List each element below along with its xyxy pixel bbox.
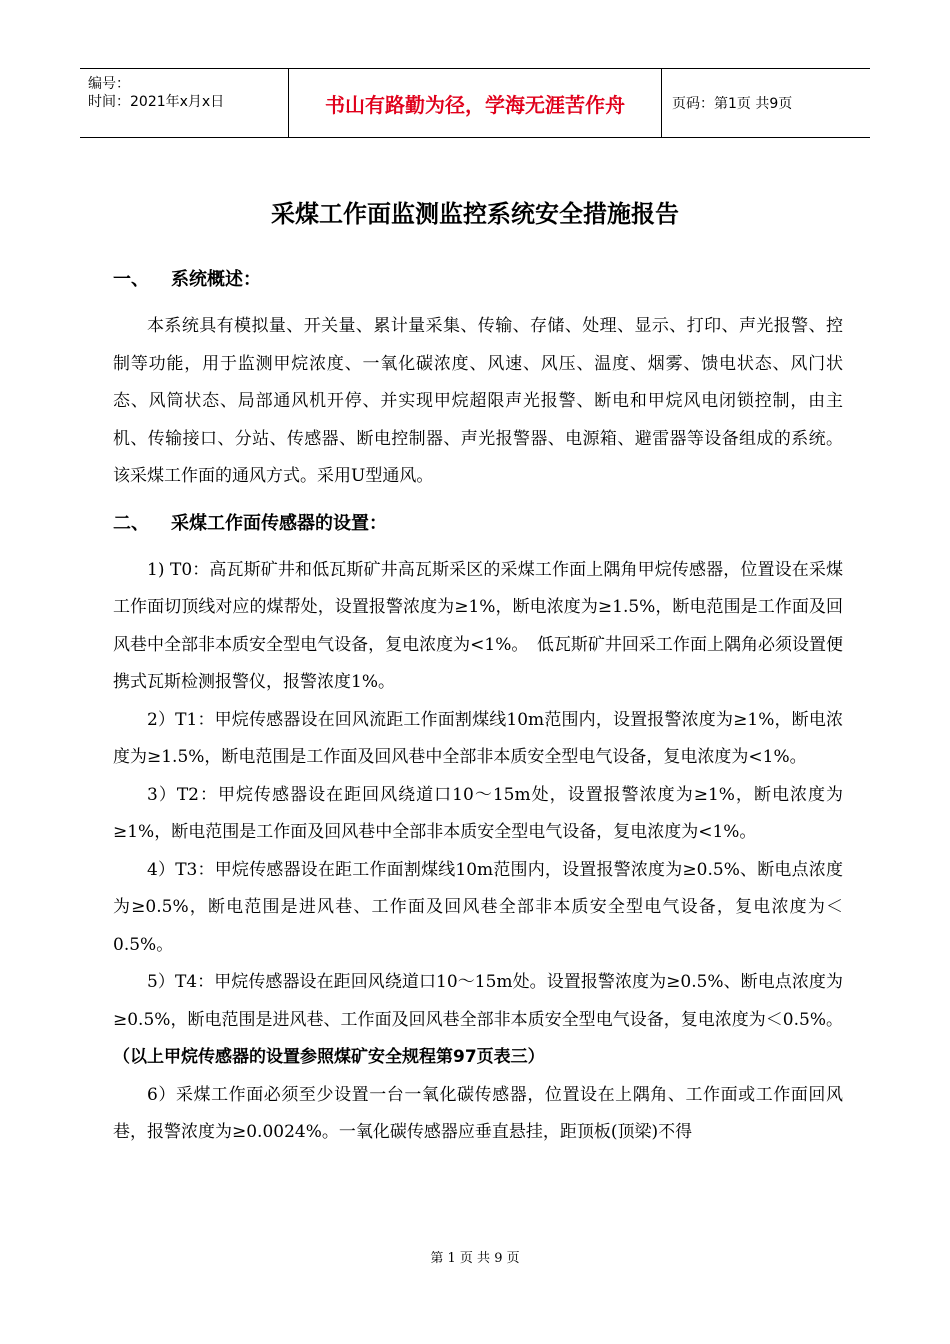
page-footer: 第 1 页 共 9 页 xyxy=(430,1251,520,1266)
sensor-item-t1: 2）T1：甲烷传感器设在回风流距工作面割煤线10m范围内，设置报警浓度为≥1%，断电浓度为≥1.5%，断电范围是工作面及回风巷中全部非本质安全型电气设备，复电浓度为<1%。 xyxy=(113,709,843,767)
section2-heading xyxy=(113,510,843,538)
sensor-item-t3: 4）T3：甲烷传感器设在距工作面割煤线10m范围内，设置报警浓度为≥0.5%、断电点浓度为≥0.5%，断电范围是进风巷、工作面及回风巷全部非本质安全型电气设备，复电浓度为＜0.5%。 xyxy=(113,859,843,955)
sensor-item-t2: 3）T2：甲烷传感器设在距回风绕道口10～15m处，设置报警浓度为≥1%，断电浓度为≥1%，断电范围是工作面及回风巷中全部非本质安全型电气设备，复电浓度为<1%。 xyxy=(113,784,843,842)
sensor-item-t4-note: （以上甲烷传感器的设置参照煤矿安全规程第97页表三） xyxy=(113,1047,545,1067)
header-meta xyxy=(80,69,288,137)
section1-paragraph: 本系统具有模拟量、开关量、累计量采集、传输、存储、处理、显示、打印、声光报警、控制等功能，用于监测甲烷浓度、一氧化碳浓度、风速、风压、温度、烟雾、馈电状态、风门状态、风筒状态、局部通风机开停、并实现甲烷超限声光报警、断电和甲烷风电闭锁控制，由主机、传输接口、分站、传感器、断电控制器、声光报警器、电源箱、避雷器等设备组成的系统。该采煤工作面的通风方式。采用U型通风。 xyxy=(113,316,843,486)
document-title: 采煤工作面监测监控系统安全措施报告 xyxy=(271,200,679,228)
sensor-item-t4 xyxy=(113,964,843,1077)
sensor-item-t4-text: 5）T4：甲烷传感器设在距回风绕道口10～15m处。设置报警浓度为≥0.5%、断电点浓度为≥0.5%，断电范围是进风巷、工作面及回风巷全部非本质安全型电气设备，复电浓度为＜0.5%。 xyxy=(113,972,843,1030)
section2-number: 二、 xyxy=(113,512,149,534)
document-body xyxy=(113,266,843,1152)
header-page-code: 页码：第1页 共9页 xyxy=(672,96,793,112)
page-header xyxy=(80,68,870,138)
section2-title: 采煤工作面传感器的设置： xyxy=(171,512,387,534)
section1-heading xyxy=(113,266,843,294)
sensor-item-co: 6）采煤工作面必须至少设置一台一氧化碳传感器，位置设在上隅角、工作面或工作面回风巷，报警浓度为≥0.0024%。一氧化碳传感器应垂直悬挂，距顶板(顶梁)不得 xyxy=(113,1084,843,1142)
number-label: 编号： xyxy=(88,76,130,92)
header-motto: 书山有路勤为径，学海无涯苦作舟 xyxy=(288,69,662,137)
section1-title: 系统概述： xyxy=(171,269,261,290)
time-label: 时间：2021年x月x日 xyxy=(88,94,225,110)
section1-number: 一、 xyxy=(113,269,149,290)
sensor-item-t0: 1) T0：高瓦斯矿井和低瓦斯矿井高瓦斯采区的采煤工作面上隅角甲烷传感器，位置设在采煤工作面切顶线对应的煤帮处，设置报警浓度为≥1%，断电浓度为≥1.5%，断电范围是工作面及回风巷中全部非本质安全型电气设备，复电浓度为<1%。 低瓦斯矿井回采工作面上隅角必须设置便携式瓦斯检测报警仪，报警浓度1%。 xyxy=(113,559,843,692)
